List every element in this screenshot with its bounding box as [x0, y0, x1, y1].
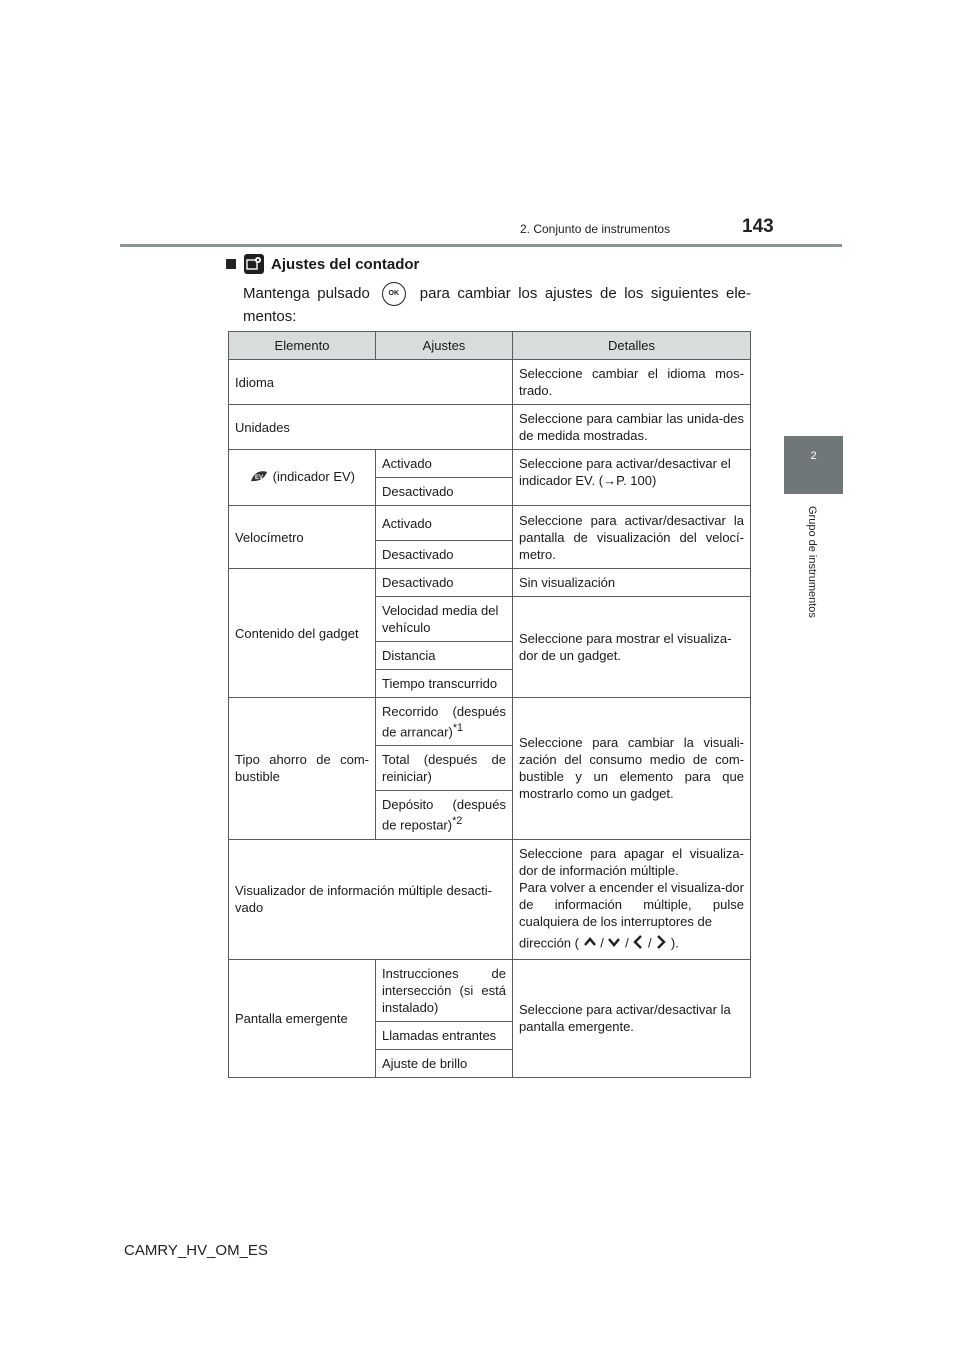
item-ev-label: (indicador EV): [272, 469, 355, 485]
footnote-marker: *1: [452, 722, 464, 734]
chevron-left-icon: [632, 934, 644, 954]
item-mid: Visualizador de información múltiple desacti-vado: [229, 839, 513, 959]
option-tiempo: Tiempo transcurrido: [376, 670, 513, 698]
separator: /: [625, 935, 629, 951]
footer-code: CAMRY_HV_OM_ES: [124, 1242, 268, 1259]
table-row: [229, 569, 751, 597]
item-ahorro: Tipo ahorro de com-bustible: [229, 698, 376, 840]
option-activado: Activado: [376, 506, 513, 541]
table-row: [229, 450, 751, 478]
separator: /: [647, 935, 652, 951]
details-ahorro: Seleccione para cambiar la visuali-zación del consumo medio de com-bustible y un elemento para que mostrarlo como un gadget.: [513, 698, 751, 840]
details-unidades: Seleccione para cambiar las unida-des de medida mostradas.: [513, 405, 751, 450]
chevron-up-icon: [583, 935, 597, 952]
option-deposito: [376, 791, 513, 839]
intro-after: para cambiar los ajustes de los siguientes ele-mentos:: [243, 284, 751, 325]
details-velocimetro: Seleccione para activar/desactivar la pantalla de visualización del velocí-metro.: [513, 506, 751, 569]
item-ev: [229, 450, 376, 506]
option-brillo: Ajuste de brillo: [376, 1049, 513, 1077]
details-gadget-off: Sin visualización: [513, 569, 751, 597]
separator: /: [600, 935, 604, 951]
section-title: Ajustes del contador: [271, 255, 420, 273]
bullet-square-icon: [226, 259, 236, 269]
option-activado: Activado: [376, 450, 513, 478]
details-mid-line3: [519, 934, 744, 954]
svg-text:EV: EV: [255, 474, 264, 481]
item-gadget: Contenido del gadget: [229, 569, 376, 698]
details-idioma: Seleccione cambiar el idioma mos-trado.: [513, 360, 751, 405]
header-elemento: Elemento: [229, 332, 376, 360]
details-ev: Seleccione para activar/desactivar el indicador EV. (→P. 100): [513, 450, 751, 506]
chapter-tab-number: 2: [810, 450, 817, 462]
page-number: 143: [742, 216, 774, 237]
option-distancia: Distancia: [376, 642, 513, 670]
table-row: [229, 959, 751, 1021]
item-emergente: Pantalla emergente: [229, 959, 376, 1077]
chapter-title: 2. Conjunto de instrumentos: [520, 222, 671, 236]
footnote-marker: *2: [452, 815, 463, 828]
intro-before: Mantenga pulsado: [243, 284, 370, 302]
option-total: Total (después de reiniciar): [376, 746, 513, 791]
table-row: [229, 506, 751, 541]
table-row: [229, 839, 751, 959]
details-mid-line2: Para volver a encender el visualiza-dor de información múltiple, pulse cualquiera de los interruptores de: [519, 879, 744, 929]
option-velocidad-media: Velocidad media del vehículo: [376, 597, 513, 642]
details-emergente: Seleccione para activar/desactivar la pantalla emergente.: [513, 959, 751, 1077]
table-row: [229, 360, 751, 405]
table-header-row: [229, 332, 751, 360]
details-mid: [513, 839, 751, 959]
option-desactivado: Desactivado: [376, 478, 513, 506]
option-deposito-label: Depósito (después de repostar): [382, 797, 506, 833]
chapter-tab: [784, 436, 843, 494]
intro-paragraph: [243, 282, 751, 328]
ok-button-icon: OK: [382, 282, 406, 306]
details-mid-line1: Seleccione para apagar el visualiza-dor de información múltiple.: [519, 845, 744, 878]
settings-table: [228, 331, 751, 1078]
details-mid-suffix: ).: [670, 935, 679, 951]
header-rule: [120, 244, 842, 247]
item-idioma: Idioma: [229, 360, 513, 405]
option-instrucciones: Instrucciones de intersección (si está instalado): [376, 959, 513, 1021]
option-recorrido-label: Recorrido (después de arrancar): [382, 704, 506, 740]
item-unidades: Unidades: [229, 405, 513, 450]
chevron-right-icon: [655, 934, 667, 954]
chapter-tab-label: Grupo de instrumentos: [806, 506, 818, 618]
header-ajustes: Ajustes: [376, 332, 513, 360]
section-heading: [226, 254, 419, 274]
meter-settings-icon: [244, 254, 264, 274]
table-row: [229, 405, 751, 450]
ev-indicator-icon: [249, 470, 269, 487]
option-desactivado: Desactivado: [376, 541, 513, 569]
option-llamadas: Llamadas entrantes: [376, 1021, 513, 1049]
chevron-down-icon: [607, 935, 621, 952]
table-row: [229, 698, 751, 746]
details-gadget: Seleccione para mostrar el visualiza-dor de un gadget.: [513, 597, 751, 698]
option-recorrido: [376, 698, 513, 746]
option-desactivado: Desactivado: [376, 569, 513, 597]
item-velocimetro: Velocímetro: [229, 506, 376, 569]
header-detalles: Detalles: [513, 332, 751, 360]
details-mid-prefix: dirección (: [519, 935, 579, 951]
